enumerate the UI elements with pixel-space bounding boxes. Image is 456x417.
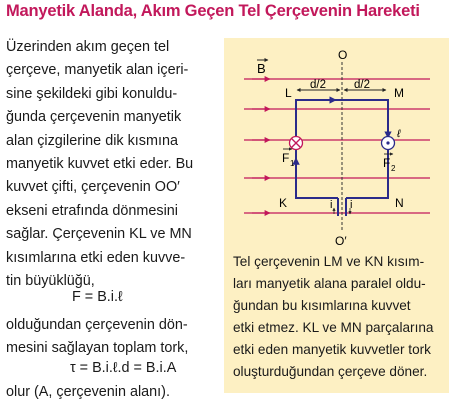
body-line: mesini sağlayan toplam tork, [6,340,189,357]
label-f1-sub: 1 [290,159,295,168]
rotating-loop-diagram [224,38,449,248]
label-d-left: d/2 [310,79,326,91]
caption-line: ları manyetik alana paralel oldu- [233,276,426,291]
page-title: Manyetik Alanda, Akım Geçen Tel Çerçevenin Hareketi [6,2,420,20]
label-ell: ℓ [397,128,401,140]
field-arrows [252,79,270,213]
caption-line: ğundan bu kısımlarına kuvvet [233,298,411,313]
body-line: manyetik kuvvet etki eder. Bu [6,156,194,173]
body-line: Üzerinden akım geçen tel [6,39,170,55]
label-l: L [285,86,292,100]
body-line: sine şekildeki gibi konuldu- [6,85,178,102]
body-line: olduğundan çerçevenin dön- [6,317,188,333]
body-text [6,36,218,293]
label-n: N [395,196,404,210]
b-label: B [257,61,266,76]
caption-line: etki eden manyetik kuvvetler tork [233,342,431,357]
body-line: kuvvet çifti, çerçevenin OO′ [6,179,180,196]
body-text-continued [6,314,218,361]
label-f1: F [282,151,290,165]
f2-out-of-page-symbol [382,137,395,150]
body-line: sağlar. Çerçevenin KL ve MN [6,226,192,243]
caption-line: Tel çerçevenin LM ve KN kısım- [233,254,425,269]
label-i-right: i [350,199,353,211]
body-line: tin büyüklüğü, [6,273,95,290]
label-o-prime: O′ [335,234,347,248]
body-line: alan çizgilerine dik kısmına [6,132,178,149]
torque-formula: τ = B.i.ℓ.d = B.i.A [70,360,177,376]
figure-caption [233,251,447,383]
label-d-right: d/2 [354,79,370,91]
body-line: ekseni etrafında dönmesini [6,202,178,219]
label-f2-sub: 2 [391,164,396,173]
body-last-line: olur (A, çerçevenin alanı). [6,384,170,400]
body-line: kısımlarına etki eden kuvve- [6,249,186,266]
body-line: çerçeve, manyetik alan içeri- [6,62,189,79]
body-line: ğunda çerçevenin manyetik [6,109,182,126]
caption-line: oluşturduğundan çerçeve döner. [233,364,428,379]
label-f2: F [383,156,391,170]
label-o: O [338,48,348,62]
label-i-left: i [330,199,333,211]
f1-into-page-symbol [290,137,303,150]
label-k: K [279,196,288,210]
force-formula: F = B.i.ℓ [72,289,123,305]
label-m: M [394,86,404,100]
caption-line: etki etmez. KL ve MN parçalarına [233,320,434,335]
